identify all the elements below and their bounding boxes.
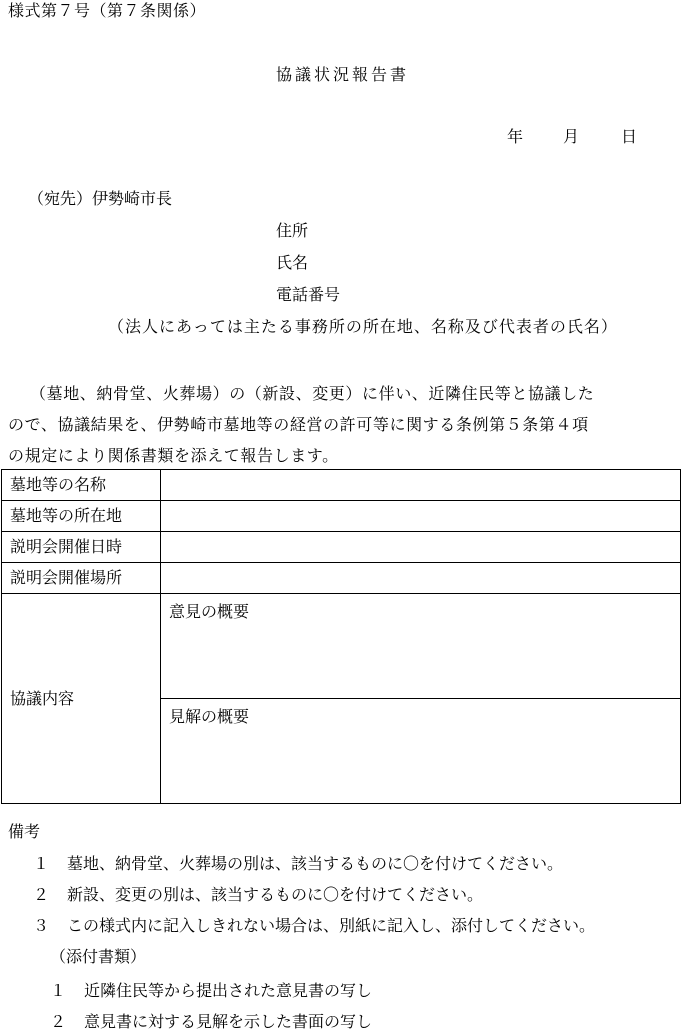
report-table <box>1 469 681 804</box>
attachments-title: （添付書類） <box>50 947 147 966</box>
form-number: 様式第７号（第７条関係） <box>8 1 207 20</box>
note-item <box>33 855 563 873</box>
attachment-number: １ <box>50 981 67 1000</box>
note-item <box>33 886 483 904</box>
table-row <box>2 470 681 501</box>
cemetery-location-label: 墓地等の所在地 <box>2 501 161 532</box>
response-summary-field[interactable] <box>161 699 681 804</box>
note-number: ３ <box>33 916 50 935</box>
applicant-phone-label: 電話番号 <box>276 285 341 304</box>
opinion-summary-label: 意見の概要 <box>169 602 250 621</box>
attachment-text: 近隣住民等から提出された意見書の写し <box>84 981 373 1000</box>
applicant-address-label: 住所 <box>276 221 309 240</box>
meeting-datetime-field[interactable] <box>161 532 681 563</box>
consultation-content-label: 協議内容 <box>2 594 161 804</box>
report-statement <box>8 378 680 471</box>
statement-line-2: ので、協議結果を、伊勢崎市墓地等の経営の許可等に関する条例第５条第４項 <box>8 415 589 434</box>
note-number: １ <box>33 854 50 873</box>
date-line <box>507 128 637 146</box>
date-year-label: 年 <box>507 127 524 146</box>
cemetery-name-label: 墓地等の名称 <box>2 470 161 501</box>
meeting-venue-label: 説明会開催場所 <box>2 563 161 594</box>
note-number: ２ <box>33 885 50 904</box>
response-summary-label: 見解の概要 <box>169 707 250 726</box>
opinion-summary-field[interactable] <box>161 594 681 699</box>
meeting-venue-field[interactable] <box>161 563 681 594</box>
attachment-text: 意見書に対する見解を示した書面の写し <box>84 1012 373 1031</box>
statement-line-1: （墓地、納骨堂、火葬場）の（新設、変更）に伴い、近隣住民等と協議した <box>30 384 595 403</box>
table-row <box>2 594 681 699</box>
date-day-label: 日 <box>621 127 638 146</box>
corporate-note: （法人にあっては主たる事務所の所在地、名称及び代表者の氏名） <box>108 317 618 336</box>
addressee: （宛先）伊勢崎市長 <box>28 189 173 208</box>
table-row <box>2 501 681 532</box>
note-item <box>33 917 595 935</box>
cemetery-name-field[interactable] <box>161 470 681 501</box>
note-text: 墓地、納骨堂、火葬場の別は、該当するものに〇を付けてください。 <box>67 854 564 873</box>
date-month-label: 月 <box>563 127 580 146</box>
notes-title: 備考 <box>8 822 41 841</box>
note-text: この様式内に記入しきれない場合は、別紙に記入し、添付してください。 <box>67 916 596 935</box>
note-text: 新設、変更の別は、該当するものに〇を付けてください。 <box>67 885 484 904</box>
table-row <box>2 563 681 594</box>
cemetery-location-field[interactable] <box>161 501 681 532</box>
statement-line-3: の規定により関係書類を添えて報告します。 <box>8 446 339 465</box>
attachment-item <box>50 1013 372 1031</box>
table-row <box>2 532 681 563</box>
attachment-number: ２ <box>50 1012 67 1031</box>
applicant-name-label: 氏名 <box>276 253 309 272</box>
meeting-datetime-label: 説明会開催日時 <box>2 532 161 563</box>
document-title: 協議状況報告書 <box>276 65 410 84</box>
attachment-item <box>50 982 372 1000</box>
